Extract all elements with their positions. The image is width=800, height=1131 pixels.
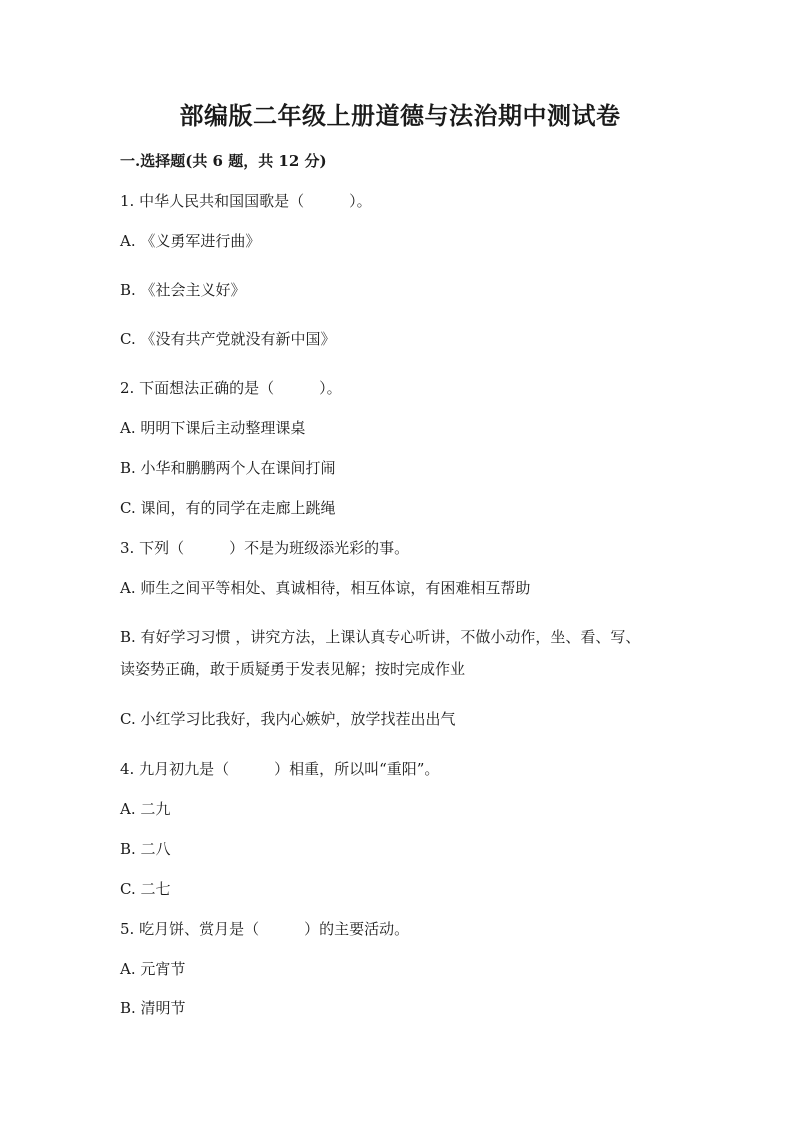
question-4-option-a: A. 二九 bbox=[120, 800, 171, 818]
question-2-option-b: B. 小华和鹏鹏两个人在课间打闹 bbox=[120, 459, 336, 477]
question-1-option-b: B. 《社会主义好》 bbox=[120, 281, 246, 299]
question-2-option-c: C. 课间，有的同学在走廊上跳绳 bbox=[120, 499, 336, 517]
question-5-option-a: A. 元宵节 bbox=[120, 960, 186, 978]
question-2-option-a: A. 明明下课后主动整理课桌 bbox=[120, 419, 306, 437]
question-1-option-a: A. 《义勇军进行曲》 bbox=[120, 232, 261, 250]
question-4-stem: 4. 九月初九是（ ）相重，所以叫“重阳”。 bbox=[120, 760, 440, 778]
question-1-option-c: C. 《没有共产党就没有新中国》 bbox=[120, 330, 336, 348]
question-3-option-b-continued: 读姿势正确，敢于质疑勇于发表见解；按时完成作业 bbox=[120, 660, 466, 678]
question-1-stem: 1. 中华人民共和国国歌是（ ）。 bbox=[120, 192, 372, 210]
page-title: 部编版二年级上册道德与法治期中测试卷 bbox=[179, 101, 621, 130]
section-heading: 一.选择题(共 6 题，共 12 分) bbox=[120, 152, 327, 170]
question-2-stem: 2. 下面想法正确的是（ ）。 bbox=[120, 379, 342, 397]
question-3-stem: 3. 下列（ ）不是为班级添光彩的事。 bbox=[120, 539, 410, 557]
question-4-option-b: B. 二八 bbox=[120, 840, 171, 858]
question-3-option-c: C. 小红学习比我好，我内心嫉妒，放学找茬出出气 bbox=[120, 710, 456, 728]
question-4-option-c: C. 二七 bbox=[120, 880, 171, 898]
question-3-option-a: A. 师生之间平等相处、真诚相待，相互体谅，有困难相互帮助 bbox=[120, 579, 531, 597]
question-3-option-b: B. 有好学习习惯 ，讲究方法，上课认真专心听讲，不做小动作，坐、看、写、 bbox=[120, 628, 641, 646]
question-5-option-b: B. 清明节 bbox=[120, 999, 186, 1017]
question-5-stem: 5. 吃月饼、赏月是（ ）的主要活动。 bbox=[120, 920, 410, 938]
